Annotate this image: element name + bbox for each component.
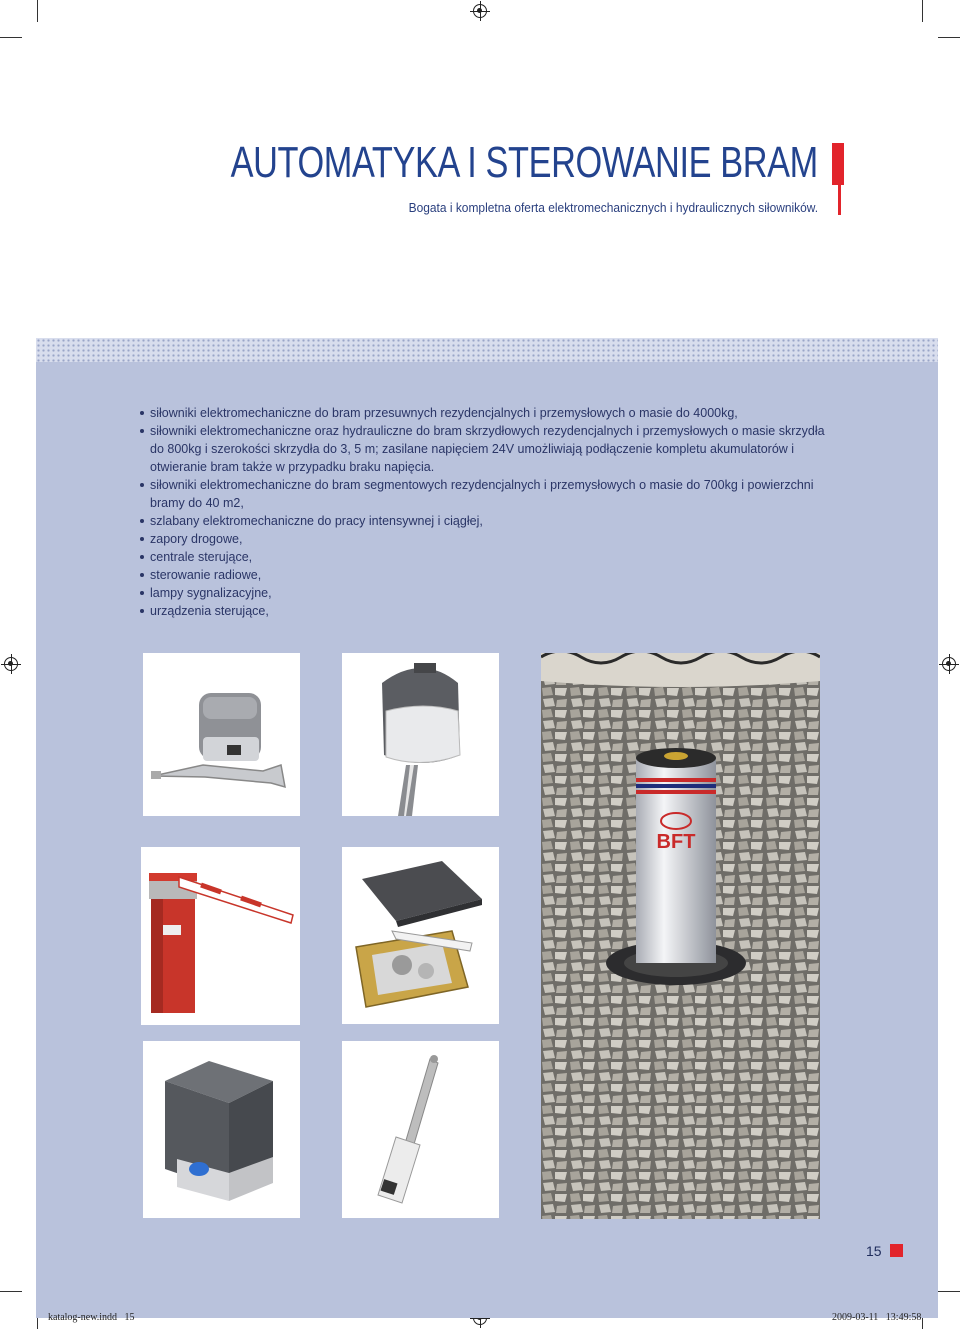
list-item: urządzenia sterujące, [140,602,830,620]
page-subtitle: Bogata i kompletna oferta elektromechanicznych i hydraulicznych siłowników. [408,200,818,215]
road-barrier-photo [141,847,300,1025]
list-item: lampy sygnalizacyjne, [140,584,830,602]
crop-mark [0,37,22,38]
page-number-accent [890,1244,903,1257]
registration-mark-icon [4,657,18,671]
crop-mark [938,37,960,38]
road-bollard-icon [541,653,820,1219]
swing-gate-operator-photo [143,653,300,816]
swing-gate-operator-icon [143,653,300,816]
footer-timestamp: 2009-03-11 13:49:58 [832,1312,922,1323]
dotted-band [36,338,938,362]
sliding-gate-operator-photo [143,1041,300,1218]
garage-door-operator-photo [342,653,499,816]
list-item: centrale sterujące, [140,548,830,566]
road-barrier-icon [141,847,300,1025]
crop-mark [938,1291,960,1292]
list-item: szlabany elektromechaniczne do pracy intensywnej i ciągłej, [140,512,830,530]
list-item: siłowniki elektromechaniczne do bram segmentowych rezydencjalnych i przemysłowych o masie do 700kg i powierzchni bramy do 40 m2, [140,476,830,512]
footer-file-name: katalog-new.indd 15 [48,1312,135,1323]
linear-actuator-photo [342,1041,499,1218]
list-item: zapory drogowe, [140,530,830,548]
page-number: 15 [866,1243,882,1259]
underground-operator-icon [342,847,499,1024]
page-title: AUTOMATYKA I STEROWANIE BRAM [230,138,818,187]
list-item: siłowniki elektromechaniczne oraz hydrauliczne do bram skrzydłowych rezydencjalnych i przemysłowych o masie skrzydła do 800kg i szerokości skrzydła do 3, 5 m; zasilane napięciem 24V umożliwiają podłączenie kompletu akumulatorów i otwieranie bram także w przypadku braku napięcia. [140,422,830,476]
feature-list [140,404,830,620]
crop-mark [0,1291,22,1292]
registration-mark-icon [473,4,487,18]
road-bollard-photo [541,653,820,1219]
garage-door-operator-icon [342,653,499,816]
sliding-gate-operator-icon [143,1041,300,1218]
registration-mark-icon [942,657,956,671]
crop-mark [922,0,923,22]
underground-operator-photo [342,847,499,1024]
title-accent-line [838,143,841,215]
list-item: sterowanie radiowe, [140,566,830,584]
linear-actuator-icon [342,1041,499,1218]
crop-mark [37,0,38,22]
bft-logo-text: BFT [656,831,696,853]
list-item: siłowniki elektromechaniczne do bram przesuwnych rezydencjalnych i przemysłowych o masie do 4000kg, [140,404,830,422]
